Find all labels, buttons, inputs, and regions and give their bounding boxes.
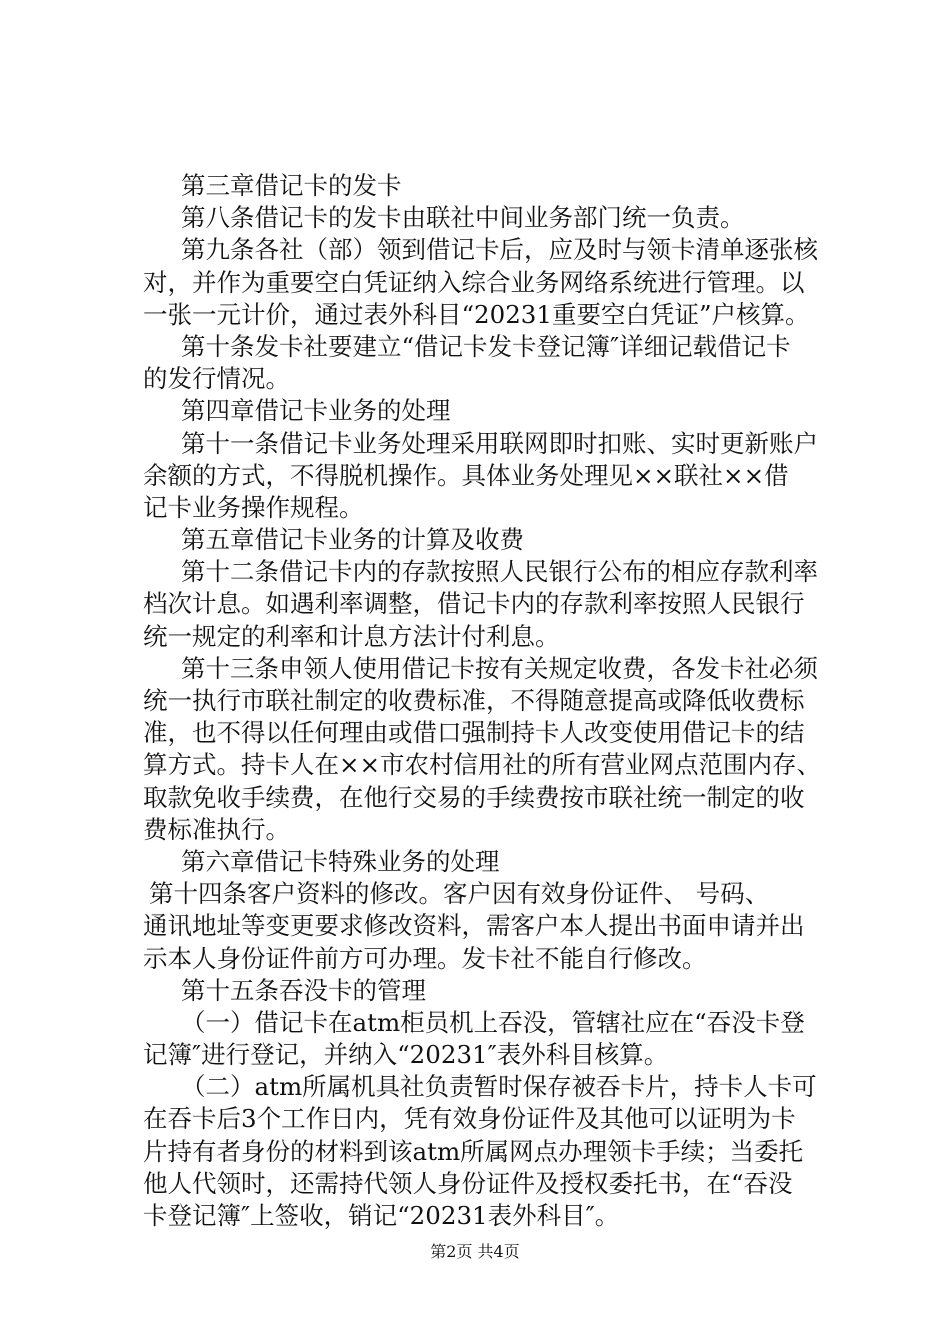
text-line: 第三章借记卡的发卡: [181, 171, 402, 200]
text-line: 示本人身份证件前方可办理。发卡社不能自行修改。: [143, 943, 707, 973]
text-line: 的发行情况。: [143, 364, 290, 394]
text-line: 第六章借记卡特殊业务的处理: [181, 846, 500, 876]
text-line: 第九条各社（部）领到借记卡后，应及时与领卡清单逐张核: [181, 235, 818, 265]
text-line: 费标准执行。: [143, 814, 290, 844]
text-line: 第十四条客户资料的修改。客户因有效身份证件、 号码、: [149, 879, 770, 909]
text-line: 卡登记簿″上签收，销记“20231表外科目″。: [143, 1201, 620, 1230]
text-line: 第十条发卡社要建立“借记卡发卡登记簿″详细记载借记卡: [181, 331, 791, 361]
text-line: 第四章借记卡业务的处理: [181, 396, 451, 426]
text-line: 他人代领时，还需持代领人身份证件及授权委托书，在“吞没: [143, 1168, 793, 1198]
text-line: 统一执行市联社制定的收费标准，不得随意提高或降低收费标: [143, 686, 805, 715]
text-line: 记卡业务操作规程。: [143, 492, 364, 522]
text-line: 记簿″进行登记，并纳入“20231″表外科目核算。: [143, 1040, 669, 1070]
text-line: 片持有者身份的材料到该atm所属网点办理领卡手续；当委托: [143, 1136, 804, 1166]
text-line: 算方式。持卡人在××市农村信用社的所有营业网点范围内存、: [143, 750, 822, 780]
page-footer: [0, 1242, 950, 1262]
text-line: 第十二条借记卡内的存款按照人民银行公布的相应存款利率: [181, 557, 818, 587]
text-line: 档次计息。如遇利率调整，借记卡内的存款利率按照人民银行: [143, 589, 805, 619]
page-number: 第2页 共4页: [430, 1242, 520, 1261]
text-line: 第十一条借记卡业务处理采用联网即时扣账、实时更新账户: [181, 428, 818, 458]
text-line: 对，并作为重要空白凭证纳入综合业务网络系统进行管理。以: [143, 267, 805, 297]
text-line: （二）atm所属机具社负责暂时保存被吞卡片，持卡人卡可: [181, 1072, 817, 1102]
text-line: 统一规定的利率和计息方法计付利息。: [143, 621, 560, 651]
text-line: 取款免收手续费，在他行交易的手续费按市联社统一制定的收: [143, 782, 805, 812]
text-line: 余额的方式，不得脱机操作。具体业务处理见××联社××借: [143, 460, 789, 490]
text-line: 第十三条申领人使用借记卡按有关规定收费，各发卡社必须: [181, 653, 818, 683]
text-line: 第五章借记卡业务的计算及收费: [181, 525, 524, 555]
text-line: （一）借记卡在atm柜员机上吞没，管辖社应在“吞没卡登: [181, 1007, 805, 1037]
text-line: 在吞卡后3个工作日内，凭有效身份证件及其他可以证明为卡: [143, 1104, 796, 1134]
text-line: 第十五条吞没卡的管理: [181, 975, 426, 1005]
document-body: [143, 170, 843, 1232]
text-line: 一张一元计价，通过表外科目“20231重要空白凭证”户核算。: [143, 299, 810, 329]
text-line: 准，也不得以任何理由或借口强制持卡人改变使用借记卡的结: [143, 718, 805, 748]
text-line: 通讯地址等变更要求修改资料，需客户本人提出书面申请并出: [143, 911, 805, 941]
text-line: 第八条借记卡的发卡由联社中间业务部门统一负责。: [181, 203, 745, 233]
